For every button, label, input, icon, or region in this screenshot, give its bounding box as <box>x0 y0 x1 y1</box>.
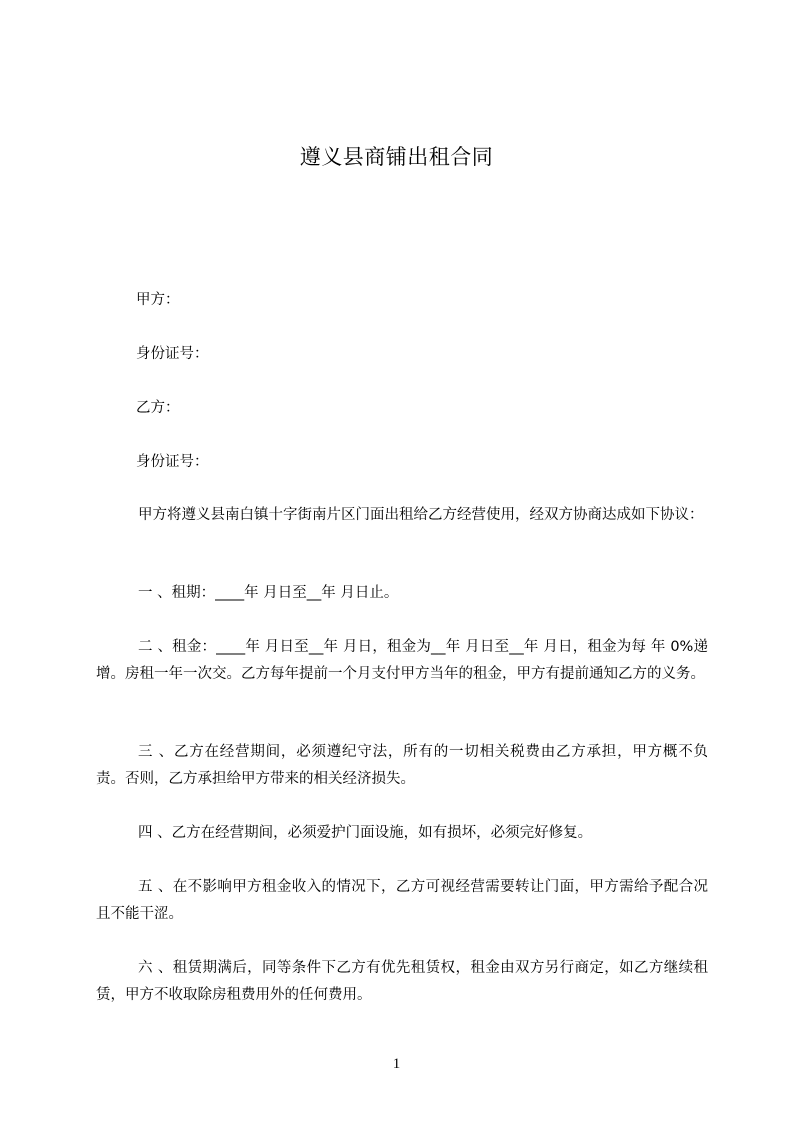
clause-1: 一 、租期：____年 月日至__年 月日止。 <box>138 585 399 601</box>
clause-4: 四 、乙方在经营期间，必须爱护门面设施，如有损坏，必须完好修复。 <box>138 825 593 841</box>
party-a-field: 甲方： <box>136 292 180 308</box>
clause-2: 二 、租金：____年 月日至__年 月日，租金为__年 月日至__年 月日，租金为每 年 0%递增。房租一年一次交。乙方每年提前一个月支付甲方当年的租金，甲方有提前通知乙方的义务。 <box>96 639 708 682</box>
clause-3: 三 、乙方在经营期间，必须遵纪守法，所有的一切相关税费由乙方承担，甲方概不负责。否则，乙方承担给甲方带来的相关经济损失。 <box>96 744 708 787</box>
party-b-id-field: 身份证号： <box>136 454 209 470</box>
intro-paragraph: 甲方将遵义县南白镇十字街南片区门面出租给乙方经营使用，经双方协商达成如下协议： <box>138 507 704 523</box>
party-a-id-field: 身份证号： <box>136 346 209 362</box>
clause-5: 五 、在不影响甲方租金收入的情况下，乙方可视经营需要转让门面，甲方需给予配合况且不能干涩。 <box>96 879 708 922</box>
clause-6: 六 、租赁期满后，同等条件下乙方有优先租赁权，租金由双方另行商定，如乙方继续租赁，甲方不收取除房租费用外的任何费用。 <box>96 960 708 1003</box>
party-b-field: 乙方： <box>136 400 180 416</box>
document-title: 遵义县商铺出租合同 <box>299 145 494 169</box>
page-number: 1 <box>392 1056 401 1072</box>
